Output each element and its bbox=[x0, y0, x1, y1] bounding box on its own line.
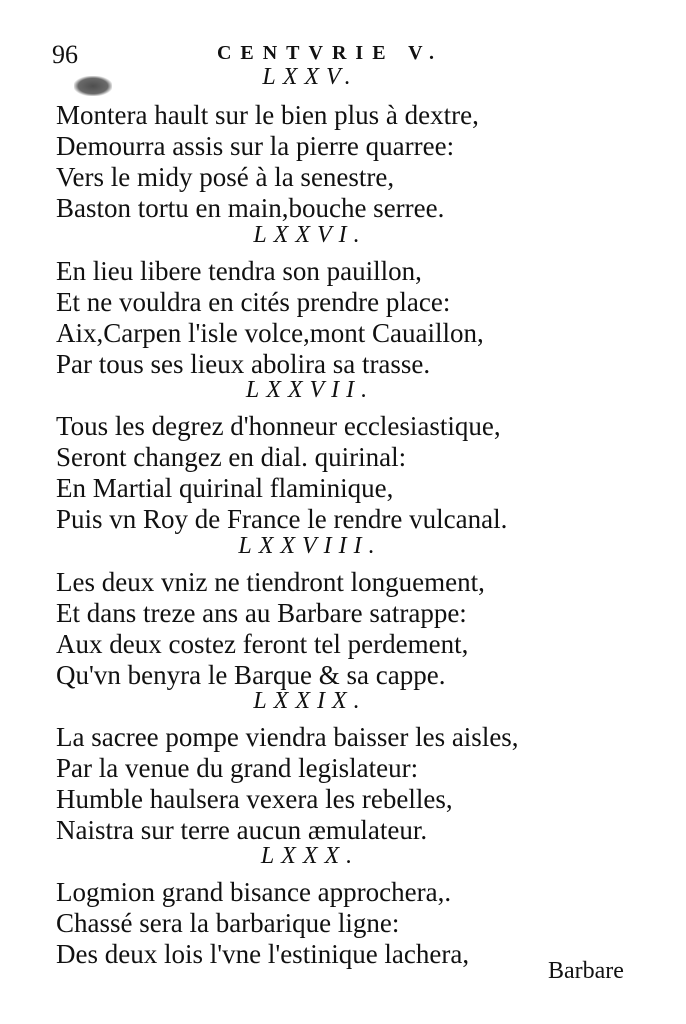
page-number: 96 bbox=[52, 40, 78, 69]
quatrain-heading: LXXIX. bbox=[253, 688, 367, 714]
verse-line: Qu'vn benyra le Barque & sa cappe. bbox=[56, 660, 446, 690]
quatrain-heading: LXXVII. bbox=[245, 377, 375, 403]
verse-line: Chassé sera la barbarique ligne: bbox=[56, 908, 400, 938]
verse-line: Vers le midy posé à la senestre, bbox=[56, 162, 395, 192]
verse-line: Baston tortu en main,bouche serree. bbox=[56, 193, 445, 223]
verse-line: Humble haulsera vexera les rebelles, bbox=[56, 784, 453, 814]
verse-line: Montera hault sur le bien plus à dextre, bbox=[56, 100, 479, 130]
verse-line: Les deux vniz ne tiendront longuement, bbox=[56, 567, 485, 597]
running-title: CENTVRIE V. bbox=[216, 42, 444, 64]
verse-line: Et dans treze ans au Barbare satrappe: bbox=[56, 598, 467, 628]
quatrain-heading: LXXVIII. bbox=[238, 533, 382, 559]
verse-line: La sacree pompe viendra baisser les aisles, bbox=[56, 722, 519, 752]
verse-line: Naistra sur terre aucun æmulateur. bbox=[56, 815, 428, 845]
verse-line: Seront changez en dial. quirinal: bbox=[56, 442, 407, 472]
ink-blot bbox=[74, 76, 112, 96]
verse-line: Aix,Carpen l'isle volce,mont Cauaillon, bbox=[56, 318, 484, 348]
verse-line: Puis vn Roy de France le rendre vulcanal. bbox=[56, 504, 508, 534]
verse-line: Tous les degrez d'honneur ecclesiastique, bbox=[56, 411, 501, 441]
verse-line: Aux deux costez feront tel perdement, bbox=[56, 629, 469, 659]
verse-line: Par la venue du grand legislateur: bbox=[56, 753, 419, 783]
verse-line: Des deux lois l'vne l'estinique lachera, bbox=[56, 939, 470, 969]
verse-line: En lieu libere tendra son pauillon, bbox=[56, 256, 422, 286]
verse-line: Et ne vouldra en cités prendre place: bbox=[56, 287, 451, 317]
quatrain-heading: LXXVI. bbox=[253, 222, 367, 248]
verse-line: Demourra assis sur la pierre quarree: bbox=[56, 131, 455, 161]
verse-line: En Martial quirinal flaminique, bbox=[56, 473, 394, 503]
catchword: Barbare bbox=[548, 958, 624, 984]
verse-line: Par tous ses lieux abolira sa trasse. bbox=[56, 349, 431, 379]
quatrain-heading: LXXX. bbox=[260, 843, 360, 869]
verse-line: Logmion grand bisance approchera,. bbox=[56, 877, 452, 907]
quatrain-heading: LXXV. bbox=[262, 64, 358, 90]
